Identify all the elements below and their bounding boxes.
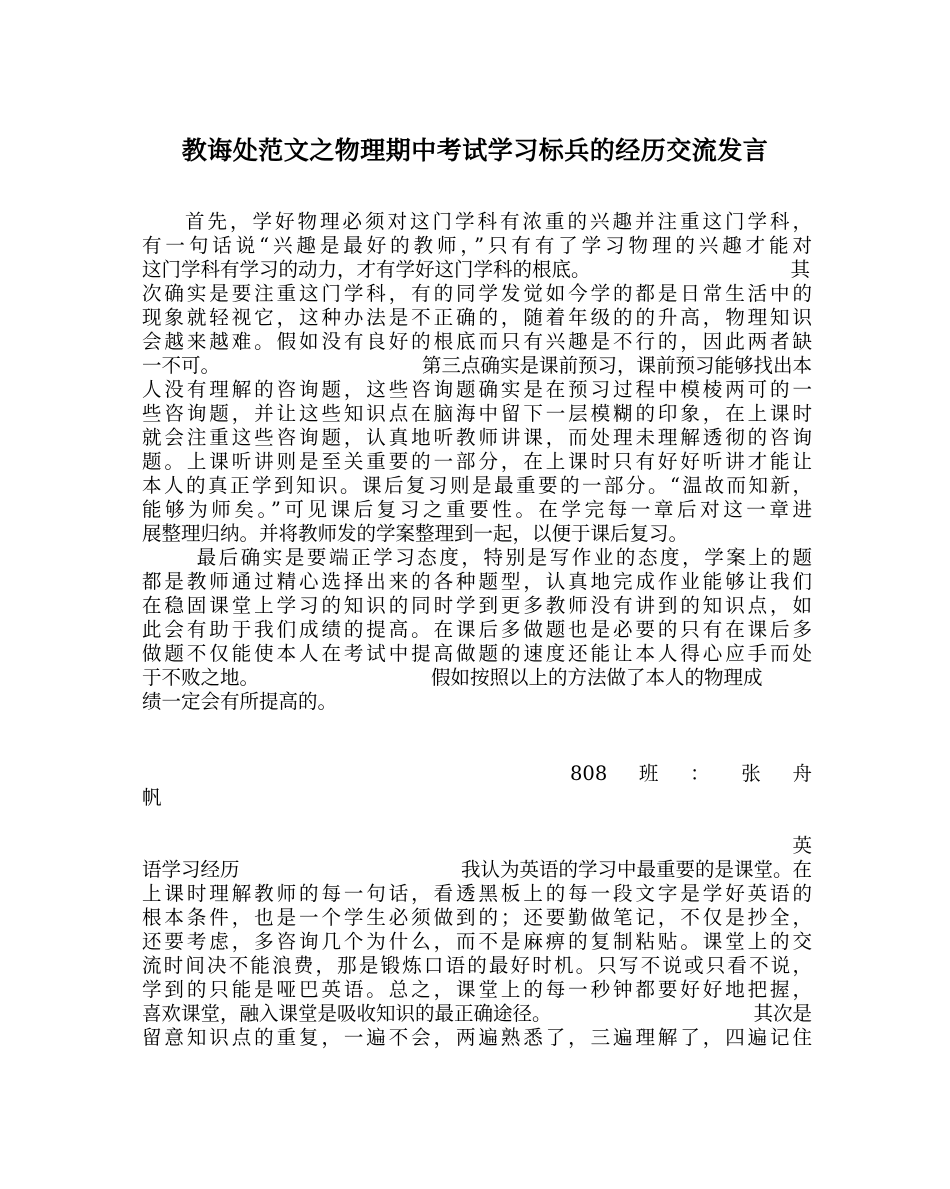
section-heading: 语学习经历 — [142, 858, 240, 881]
text-line: 首先，学好物理必须对这门学科有浓重的兴趣并注重这门学科， — [182, 210, 812, 233]
text-line: 最后确实是要端正学习态度，特别是写作业的态度，学案上的题 — [194, 546, 812, 569]
text-line: 人没有理解的咨询题，这些咨询题确实是在预习过程中模棱两可的一 — [142, 378, 812, 401]
signature-line: 808 班 ： 张 舟 — [570, 762, 812, 785]
text-line: 有一句话说“兴趣是最好的教师，”只有有了学习物理的兴趣才能对 — [142, 234, 812, 257]
text-line: 于不败之地。 假如按照以上的方法做了本人的物理成 — [142, 666, 763, 689]
text-line: 都是教师通过精心选择出来的各种题型，认真地完成作业能够让我们 — [142, 570, 812, 593]
text-line: 做题不仅能使本人在考试中提高做题的速度还能让本人得心应手而处 — [142, 642, 812, 665]
signature-line-2: 帆 — [142, 786, 162, 809]
document-body — [142, 210, 812, 1050]
text-line: 流时间决不能浪费，那是锻炼口语的最好时机。只写不说或只看不说， — [142, 954, 812, 977]
text-line: 本人的真正学到知识。课后复习则是最重要的一部分。“温故而知新， — [142, 474, 812, 497]
text-line: 留意知识点的重复，一遍不会，两遍熟悉了，三遍理解了，四遍记住 — [142, 1026, 812, 1049]
text-line: 语学习经历 我认为英语的学习中最重要的是课堂。在 — [142, 858, 812, 881]
text-line: 绩一定会有所提高的。 — [142, 690, 338, 713]
text-line: 还要考虑，多咨询几个为什么，而不是麻痹的复制粘贴。课堂上的交 — [142, 930, 812, 953]
class-number: 808 — [570, 762, 608, 785]
text-line: 就会注重这些咨询题，认真地听教师讲课，而处理未理解透彻的咨询 — [142, 426, 812, 449]
text-line: 一不可。 第三点确实是课前预习，课前预习能够找出本 — [142, 354, 812, 377]
document-title: 教诲处范文之物理期中考试学习标兵的经历交流发言 — [181, 136, 769, 165]
text-line: 这门学科有学习的动力，才有学好这门学科的根底。 其 — [142, 258, 810, 281]
text-line: 现象就轻视它，这种办法是不正确的，随着年级的的升高，物理知识 — [142, 306, 812, 329]
text-line: 些咨询题，并让这些知识点在脑海中留下一层模糊的印象，在上课时 — [142, 402, 812, 425]
text-line: 展整理归纳。并将教师发的学案整理到一起，以便于课后复习。 — [142, 522, 689, 545]
text-line: 在稳固课堂上学习的知识的同时学到更多教师没有讲到的知识点，如 — [142, 594, 812, 617]
text-line: 此会有助于我们成绩的提高。在课后多做题也是必要的只有在课后多 — [142, 618, 812, 641]
text-line: 次确实是要注重这门学科，有的同学发觉如今学的都是日常生活中的 — [142, 282, 812, 305]
text-line: 英 — [792, 834, 812, 857]
text-line: 上课时理解教师的每一句话，看透黑板上的每一段文字是学好英语的 — [142, 882, 812, 905]
text-line: 学到的只能是哑巴英语。总之，课堂上的每一秒钟都要好好地把握， — [142, 978, 812, 1001]
text-line: 能够为师矣。”可见课后复习之重要性。在学完每一章后对这一章进 — [142, 498, 812, 521]
text-line: 喜欢课堂，融入课堂是吸收知识的最正确途径。 其次是 — [142, 1002, 812, 1025]
text-line: 根本条件，也是一个学生必须做到的；还要勤做笔记，不仅是抄全， — [142, 906, 812, 929]
text-line: 会越来越难。假如没有良好的根底而只有兴趣是不行的，因此两者缺 — [142, 330, 812, 353]
text-line: 题。上课听讲则是至关重要的一部分，在上课时只有好好听讲才能让 — [142, 450, 812, 473]
